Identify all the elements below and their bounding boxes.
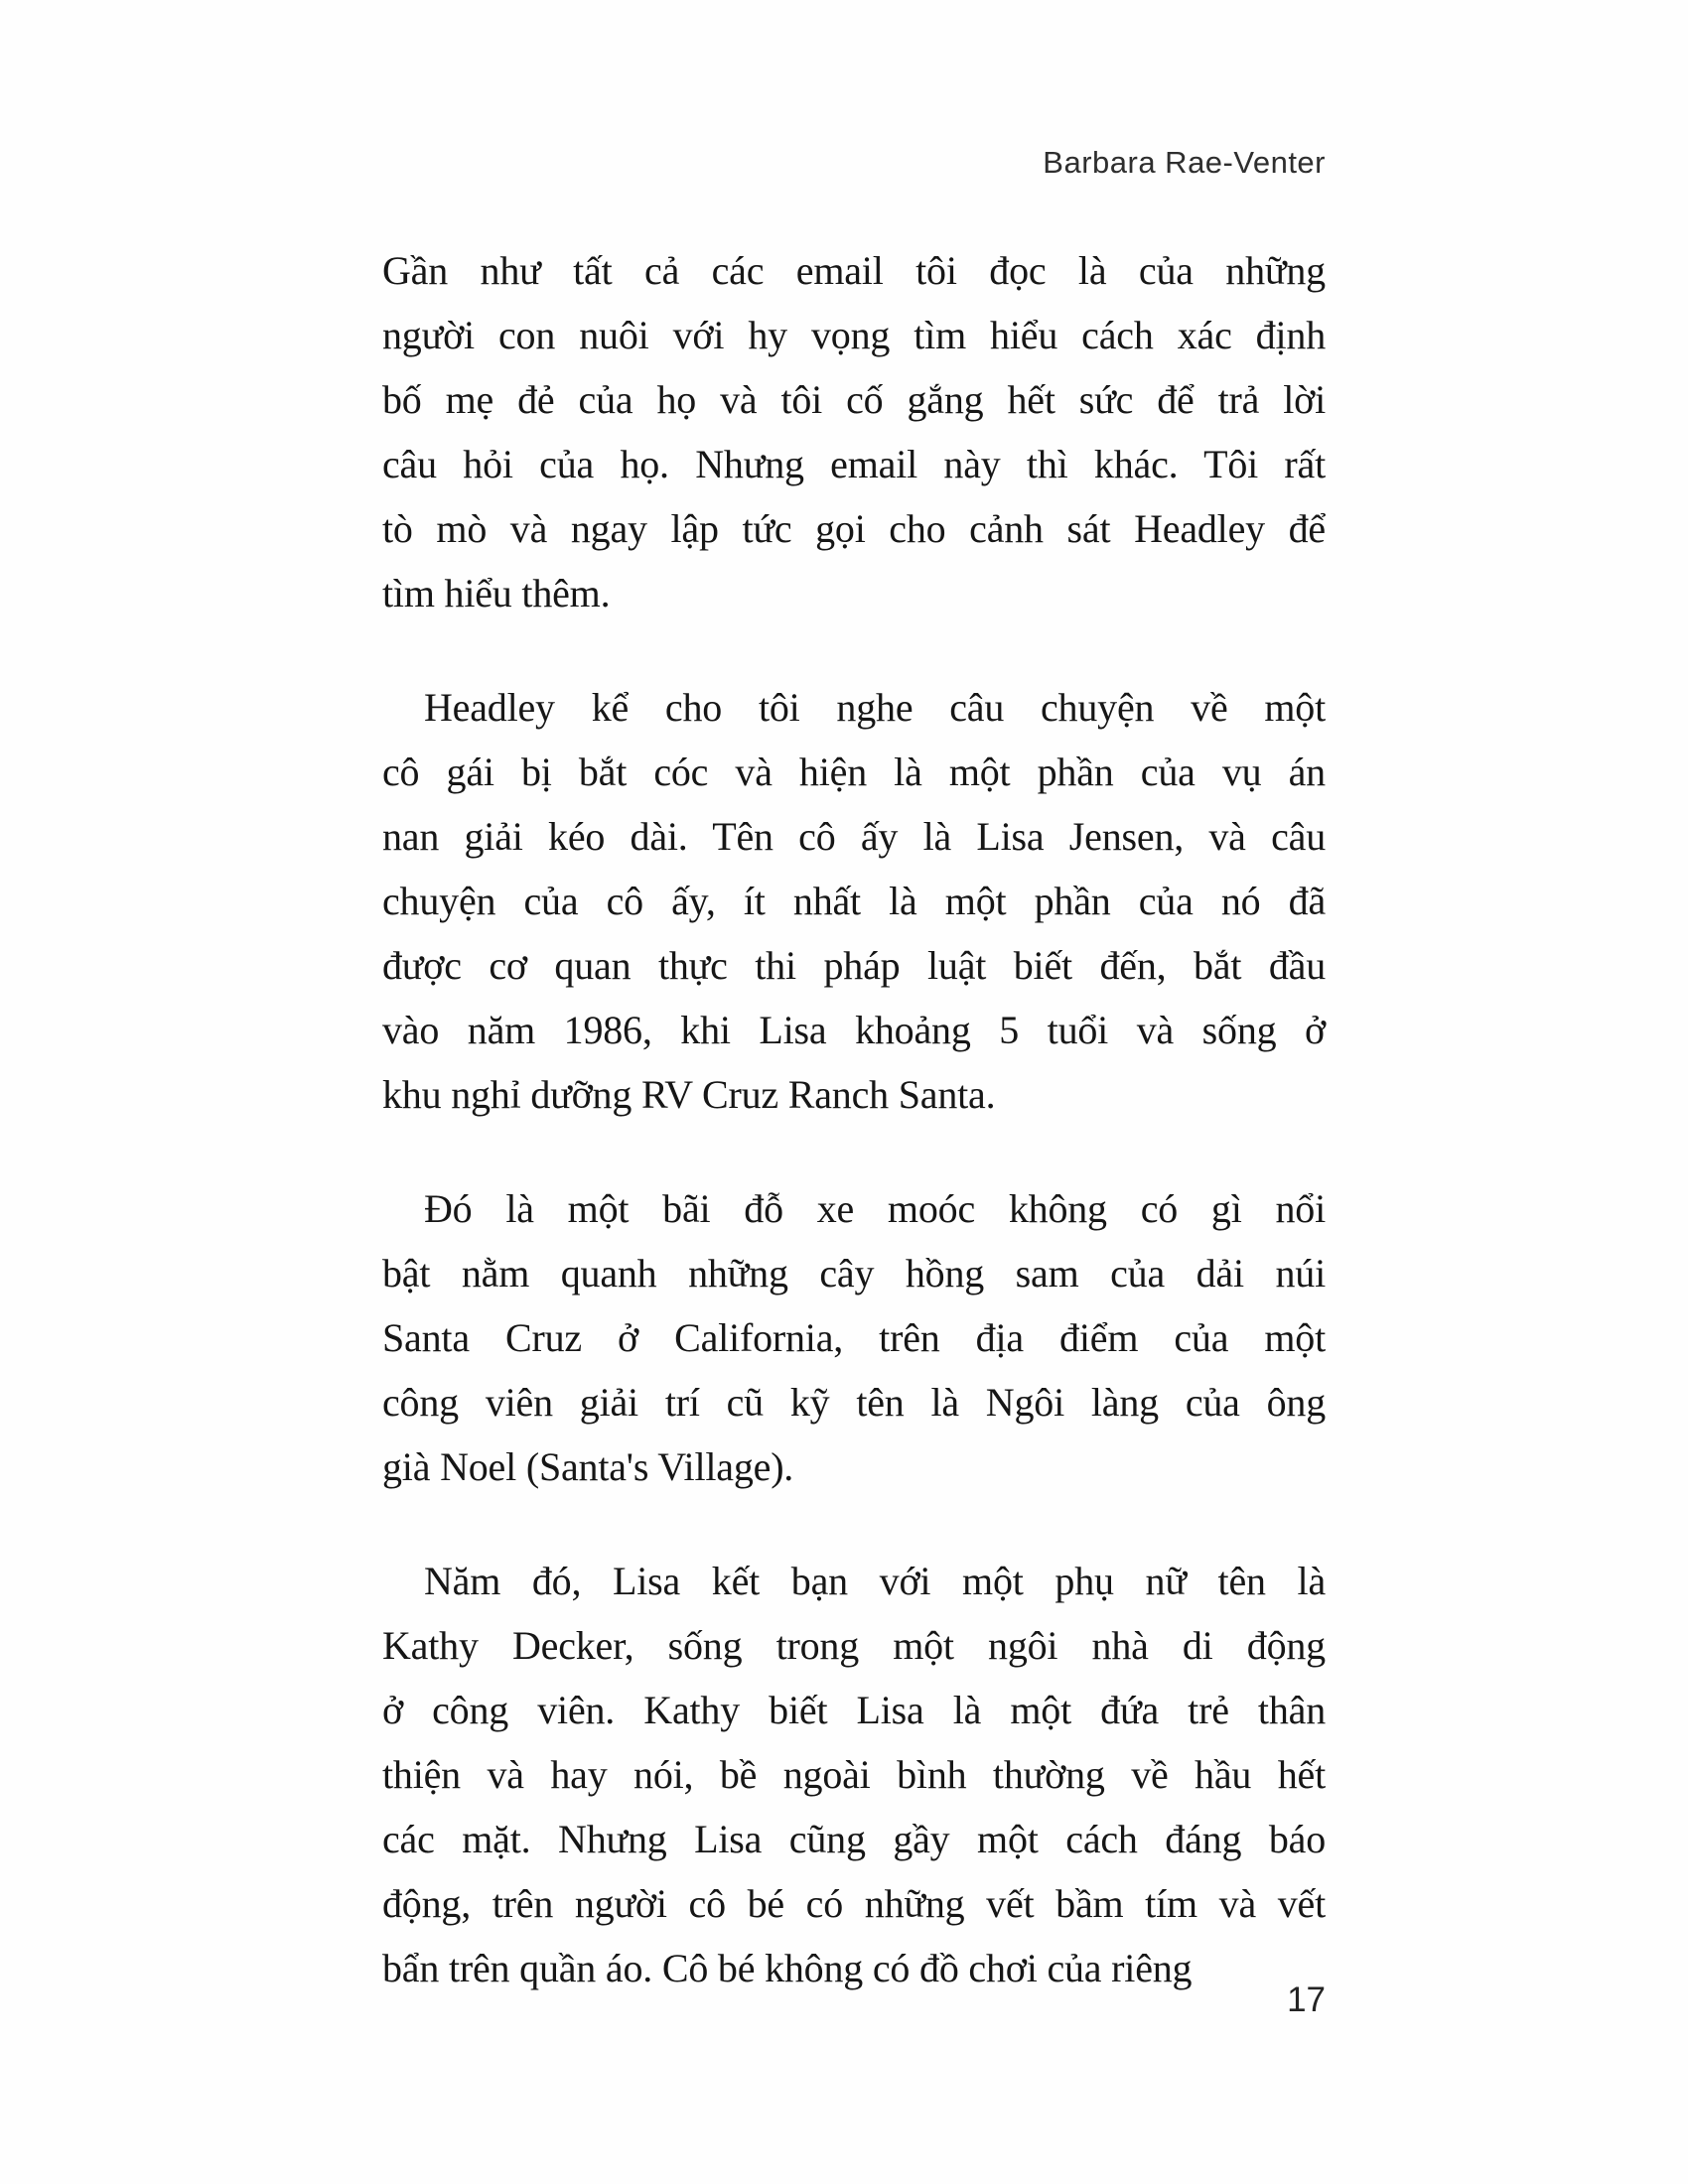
text-line: người con nuôi với hy vọng tìm hiểu cách xác định bbox=[382, 313, 1326, 357]
text-line: các mặt. Nhưng Lisa cũng gầy một cách đáng báo bbox=[382, 1817, 1326, 1861]
text-line: vào năm 1986, khi Lisa khoảng 5 tuổi và sống ở bbox=[382, 1008, 1326, 1052]
text-line: bố mẹ đẻ của họ và tôi cố gắng hết sức để trả lời bbox=[382, 377, 1326, 422]
text-line: bật nằm quanh những cây hồng sam của dải núi bbox=[382, 1251, 1326, 1296]
body-paragraph-1 bbox=[382, 238, 1326, 625]
text-line: ở công viên. Kathy biết Lisa là một đứa trẻ thân bbox=[382, 1688, 1326, 1732]
text-line: khu nghỉ dưỡng RV Cruz Ranch Santa. bbox=[382, 1072, 996, 1117]
text-line: chuyện của cô ấy, ít nhất là một phần của nó đã bbox=[382, 879, 1326, 923]
body-paragraph-2 bbox=[382, 675, 1326, 1127]
text-line: thiện và hay nói, bề ngoài bình thường về hầu hết bbox=[382, 1752, 1326, 1797]
body-paragraph-3 bbox=[382, 1176, 1326, 1499]
text-line: cô gái bị bắt cóc và hiện là một phần của vụ án bbox=[382, 750, 1326, 794]
text-line: bẩn trên quần áo. Cô bé không có đồ chơi của riêng bbox=[382, 1946, 1193, 1990]
text-line: nan giải kéo dài. Tên cô ấy là Lisa Jensen, và câu bbox=[382, 814, 1326, 859]
text-line: tò mò và ngay lập tức gọi cho cảnh sát Headley để bbox=[382, 506, 1326, 551]
body-text bbox=[382, 238, 1326, 2000]
text-line: già Noel (Santa's Village). bbox=[382, 1444, 794, 1489]
text-line: được cơ quan thực thi pháp luật biết đến, bắt đầu bbox=[382, 943, 1326, 988]
text-line: Đó là một bãi đỗ xe moóc không có gì nổi bbox=[424, 1186, 1326, 1231]
running-header-author: Barbara Rae-Venter bbox=[1043, 145, 1326, 180]
text-line: câu hỏi của họ. Nhưng email này thì khác. Tôi rất bbox=[382, 442, 1326, 486]
text-line: động, trên người cô bé có những vết bầm tím và vết bbox=[382, 1881, 1326, 1926]
text-line: Headley kể cho tôi nghe câu chuyện về một bbox=[424, 685, 1326, 730]
text-line: Gần như tất cả các email tôi đọc là của những bbox=[382, 248, 1326, 293]
body-paragraph-4 bbox=[382, 1549, 1326, 2000]
page-number: 17 bbox=[1287, 1980, 1326, 2019]
text-line: Năm đó, Lisa kết bạn với một phụ nữ tên là bbox=[424, 1559, 1326, 1603]
text-line: Santa Cruz ở California, trên địa điểm của một bbox=[382, 1315, 1326, 1360]
text-line: công viên giải trí cũ kỹ tên là Ngôi làng của ông bbox=[382, 1380, 1326, 1425]
text-line: Kathy Decker, sống trong một ngôi nhà di động bbox=[382, 1623, 1326, 1668]
text-line: tìm hiểu thêm. bbox=[382, 571, 611, 615]
